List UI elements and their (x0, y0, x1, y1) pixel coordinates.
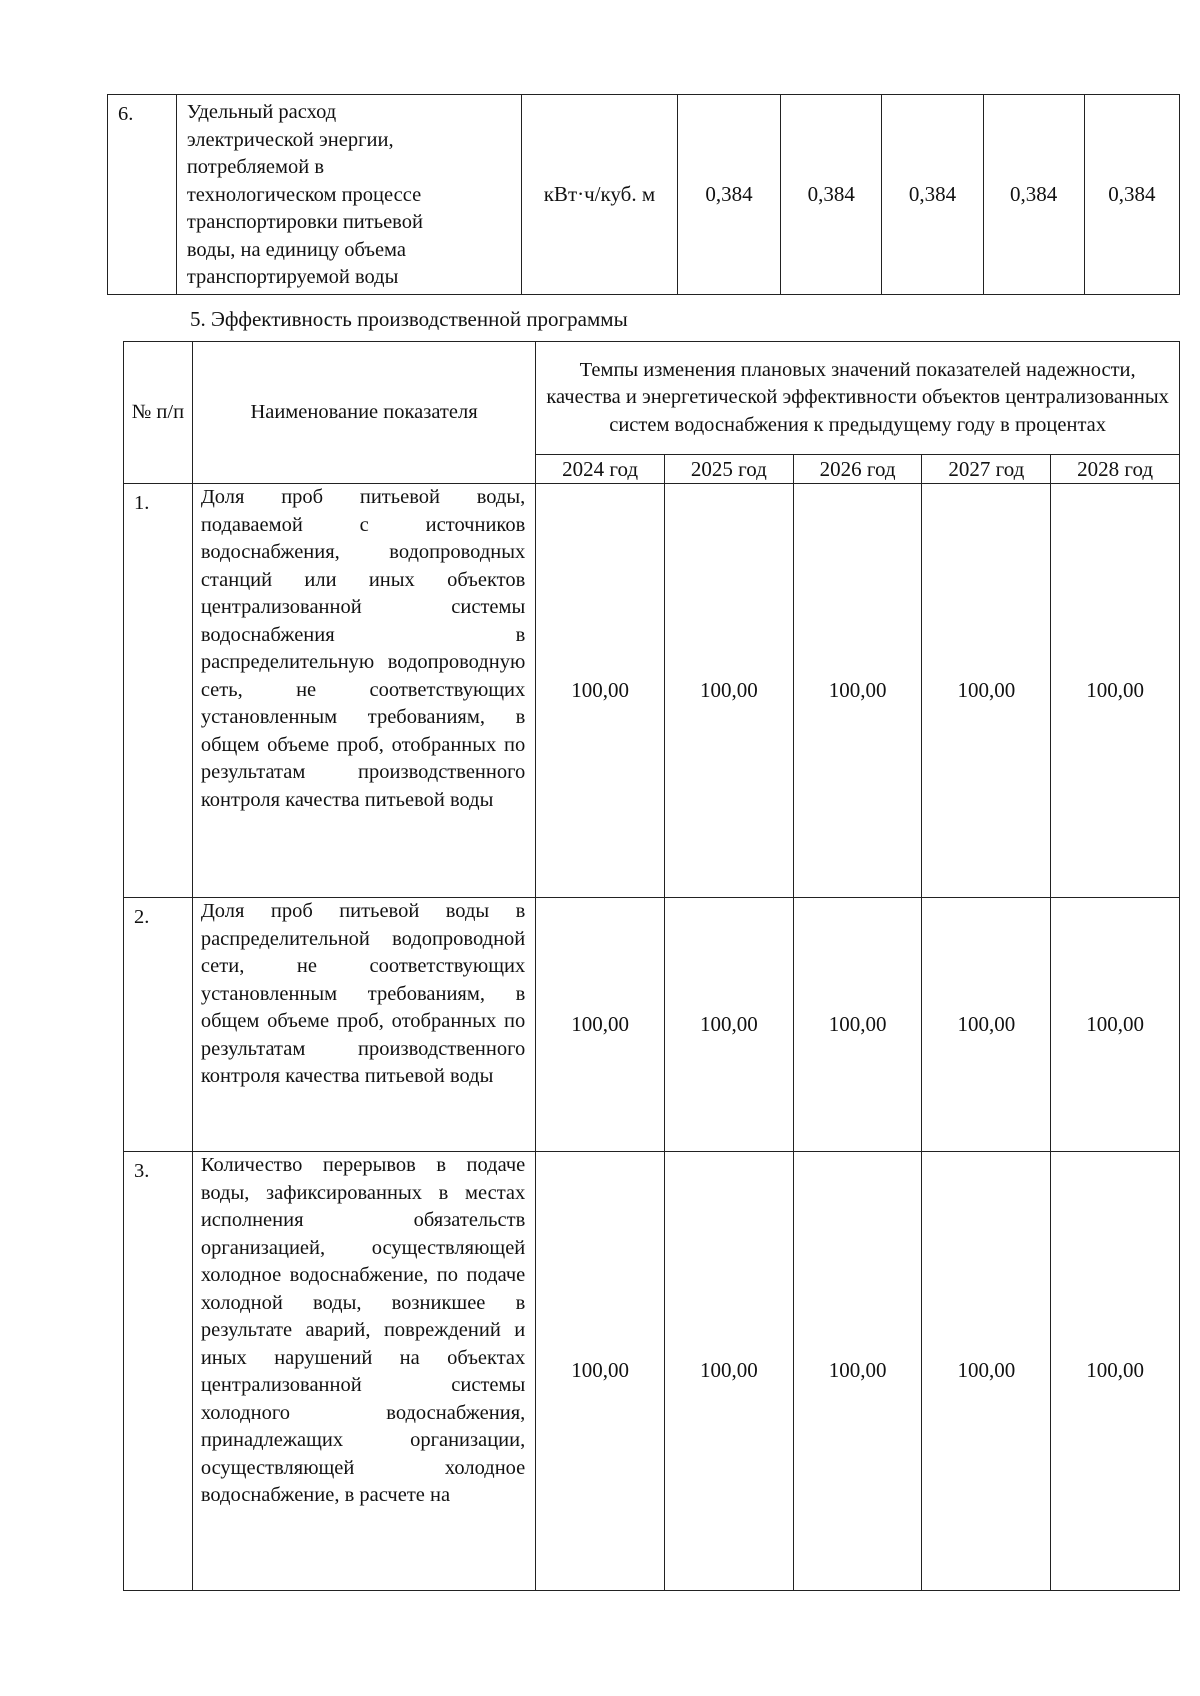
indicator-name-line: технологическом процессе (186, 183, 422, 206)
value-cell: 100,00 (922, 484, 1051, 898)
table-row (124, 898, 1180, 1152)
value-cell: 100,00 (536, 898, 665, 1152)
header-year: 2027 год (922, 455, 1051, 484)
value-cell: 100,00 (665, 898, 794, 1152)
value-cell: 100,00 (793, 898, 922, 1152)
header-year: 2025 год (665, 455, 794, 484)
indicator-name-cell (176, 95, 521, 295)
value-cell: 100,00 (1051, 484, 1180, 898)
indicator-name-line: транспортируемой воды (186, 266, 399, 288)
indicator-name-line: электрической энергии, (186, 128, 394, 151)
value-cell: 0,384 (677, 95, 780, 295)
value-cell: 0,384 (983, 95, 1084, 295)
value-cell: 100,00 (665, 1152, 794, 1591)
unit-cell: кВт·ч/куб. м (522, 95, 678, 295)
indicator-name-line: воды, на единицу объема (186, 238, 406, 261)
table-row (124, 1152, 1180, 1591)
indicator-name-line: транспортировки питьевой (186, 211, 423, 233)
table-row (124, 484, 1180, 898)
indicator-name-line: Удельный расход (186, 101, 337, 123)
value-cell: 100,00 (922, 1152, 1051, 1591)
header-group: Темпы изменения плановых значений показателей надежности, качества и энергетической эффективности объектов централизованных систем водоснабжения к предыдущему году в процентах (536, 342, 1180, 455)
table-header-row (124, 342, 1180, 455)
value-cell: 100,00 (536, 1152, 665, 1591)
indicator-name: Количество перерывов в подаче воды, зафиксированных в местах исполнения обязательств организацией, осуществляющей холодное водоснабжение, по подаче холодной воды, возникшее в результате аварий, повреждений и иных нарушений на объектах централизованной системы холодного водоснабжения, принадлежащих организации, осуществляющей холодное водоснабжение, в расчете на (200, 1154, 526, 1506)
table-row (108, 95, 1180, 295)
value-cell: 0,384 (1084, 95, 1179, 295)
indicator-name-line: потребляемой в (186, 156, 325, 178)
header-name-col: Наименование показателя (192, 342, 535, 484)
row-number: 2. (124, 898, 193, 1152)
row-number: 1. (124, 484, 193, 898)
header-year: 2024 год (536, 455, 665, 484)
value-cell: 100,00 (665, 484, 794, 898)
indicator-name-cell (192, 484, 535, 898)
indicator-table-continuation (107, 94, 1180, 295)
value-cell: 100,00 (793, 1152, 922, 1591)
indicator-name-cell (192, 1152, 535, 1591)
section-title: 5. Эффективность производственной программы (190, 307, 628, 331)
header-number-col: № п/п (124, 342, 193, 484)
row-number-text: 6. (118, 103, 134, 125)
indicator-name: Доля проб питьевой воды, подаваемой с источников водоснабжения, водопроводных станций или иных объектов централизованной системы водоснабжения в распределительную водопроводную сеть, не соответствующих установленным требованиям, в общем объеме проб, отобранных по результатам производственного контроля качества питьевой воды (200, 486, 526, 811)
row-number (108, 95, 177, 295)
indicator-name: Доля проб питьевой воды в распределительной водопроводной сети, не соответствующих установленным требованиям, в общем объеме проб, отобранных по результатам производственного контроля качества питьевой воды (200, 900, 526, 1087)
header-year: 2028 год (1051, 455, 1180, 484)
value-cell: 0,384 (882, 95, 983, 295)
value-cell: 0,384 (781, 95, 882, 295)
value-cell: 100,00 (793, 484, 922, 898)
efficiency-table (123, 341, 1180, 1591)
value-cell: 100,00 (922, 898, 1051, 1152)
row-number: 3. (124, 1152, 193, 1591)
header-year: 2026 год (793, 455, 922, 484)
indicator-name-cell (192, 898, 535, 1152)
value-cell: 100,00 (536, 484, 665, 898)
value-cell: 100,00 (1051, 1152, 1180, 1591)
value-cell: 100,00 (1051, 898, 1180, 1152)
